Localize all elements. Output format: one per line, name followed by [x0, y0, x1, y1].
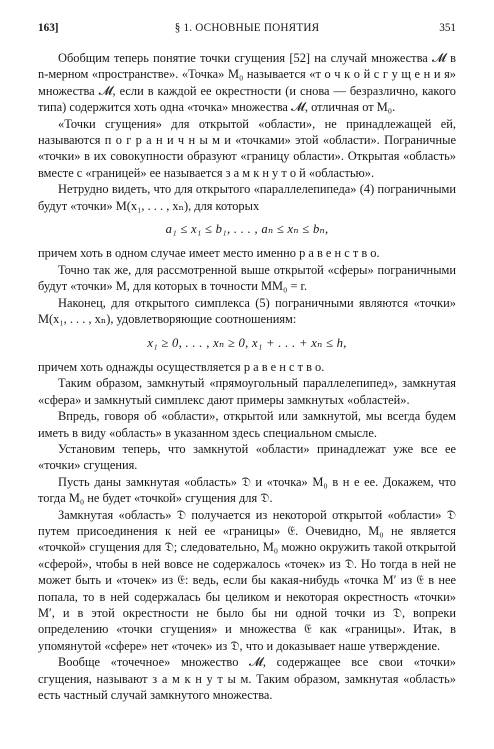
- body-text: [38, 50, 456, 703]
- paragraph: Таким образом, замкнутый «прямоугольный параллелепипед», замкнутая «сфера» и замкнутый симплекс дают примеры замкнутых «областей».: [38, 376, 456, 407]
- paragraph: «Точки сгущения» для открытой «области», не принадлежащей ей, называются п о г р а н и ч н ы м и «точками» этой «области». Пограничные «точки» в их совокупности образуют «границу области». Открытая «область» вместе с «границей» ее называется з а м к н у т о й «областью».: [38, 116, 456, 180]
- formula: x₁ ≥ 0, . . . , xₙ ≥ 0, x₁ + . . . + xₙ ≤ h,: [147, 335, 347, 350]
- section-number: 163]: [38, 22, 59, 34]
- paragraph: Обобщим теперь понятие точки сгущения [52] на случай множества 𝓜 в n-мерном «пространстве». «Точка» M₀ называется «т о ч к о й с г у щ е н и я» множества 𝓜, если в каждой ее окрестности (и снова — безразлично, какого типа) содержится хоть одна «точка» множества 𝓜, отличная от M₀.: [38, 51, 456, 115]
- paragraph: Точно так же, для рассмотренной выше открытой «сферы» пограничными будут «точки» M, для которых в точности MM₀ = r.: [38, 262, 456, 294]
- paragraph: Замкнутая «область» 𝔇 получается из некоторой открытой «области» 𝔇 путем присоединения к ней ее «границы» 𝔈. Очевидно, M₀ не является «точкой» сгущения для 𝔇; следовательно, M₀ можно окружить такой открытой «сферой», чтобы в ней вовсе не содержалось «точек» из 𝔇. Но тогда в ней не может быть и «точек» из 𝔈: ведь, если бы какая-нибудь «точка M′ из 𝔈 в нее попала, то в ней содержалась бы целиком и некоторая окрестность «точки» M′, и в этой окрестности не было бы ни одной точки из 𝔇, вопреки определению «точки сгущения» и множества 𝔈 как «границы». Итак, в упомянутой «сфере» нет «точек» из 𝔇, что и доказывает наше утверждение.: [38, 507, 456, 653]
- page-number: 351: [439, 22, 456, 34]
- paragraph: причем хоть в одном случае имеет место именно р а в е н с т в о.: [38, 246, 380, 261]
- formula: a₁ ≤ x₁ ≤ b₁, . . . , aₙ ≤ xₙ ≤ bₙ,: [165, 222, 329, 237]
- paragraph: Впредь, говоря об «области», открытой или замкнутой, мы всегда будем иметь в виду «область» в указанном здесь специальном смысле.: [38, 409, 456, 440]
- running-title: § 1. ОСНОВНЫЕ ПОНЯТИЯ: [174, 22, 320, 34]
- paragraph: причем хоть однажды осуществляется р а в е н с т в о.: [38, 359, 325, 374]
- running-header: [38, 20, 456, 36]
- paragraph: Наконец, для открытого симплекса (5) пограничными являются «точки» M(x₁, . . . , xₙ), удовлетворяющие соотношениям:: [38, 295, 456, 327]
- paragraph: Пусть даны замкнутая «область» 𝔇 и «точка» M₀ в н е ее. Докажем, что тогда M₀ не будет «точкой» сгущения для 𝔇.: [38, 474, 456, 506]
- paragraph: Нетрудно видеть, что для открытого «параллелепипеда» (4) пограничными будут «точки» M(x₁, . . . , xₙ), для которых: [38, 182, 456, 213]
- paragraph: Установим теперь, что замкнутой «области» принадлежат уже все ее «точки» сгущения.: [38, 441, 456, 473]
- paragraph: Вообще «точечное» множество 𝓜, содержащее все свои «точки» сгущения, называют з а м к н у т ы м. Таким образом, замкнутая «область» есть частный случай замкнутого множества.: [38, 655, 456, 703]
